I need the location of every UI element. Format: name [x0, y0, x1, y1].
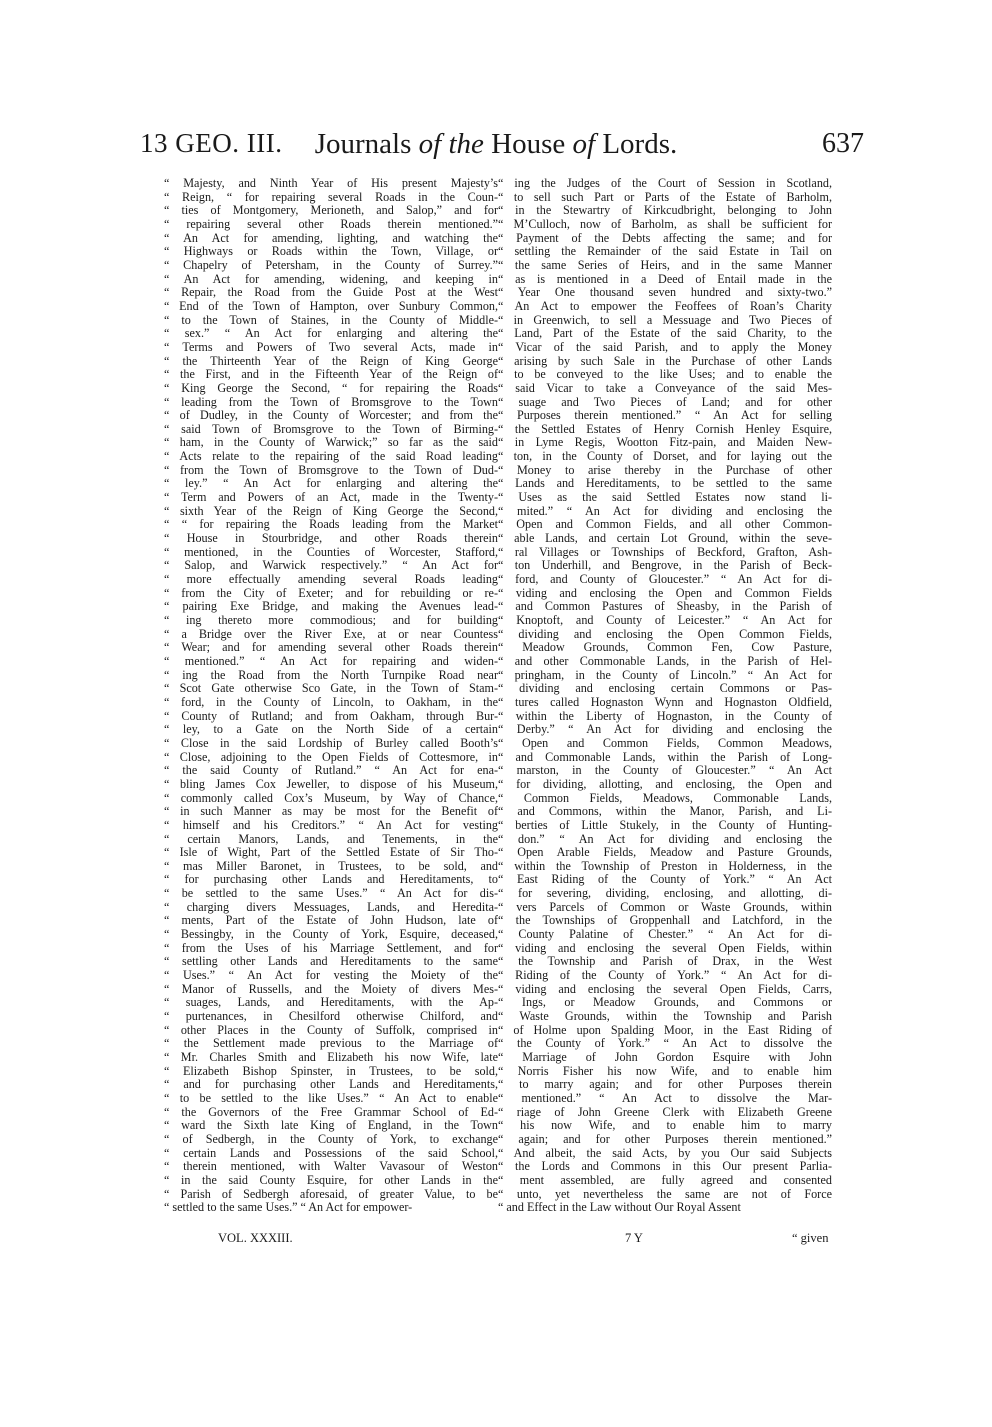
text-line: “ Open and Common Fields, and all other Common- [498, 518, 832, 532]
text-line: “ Waste Grounds, within the Township and Parish [498, 1010, 832, 1024]
text-line: “ dividing and enclosing the Open Common Fields, [498, 627, 832, 641]
text-line: “ arising by such Sale in the Purchase of other Lands [498, 354, 832, 368]
text-line: “ the said County of Rutland.” “ An Act for ena- [164, 764, 498, 778]
text-line: “ Uses.” “ An Act for vesting the Moiety of the [164, 969, 498, 983]
text-line: “ from the City of Exeter; and for rebuilding or re- [164, 586, 498, 600]
regnal-year: 13 GEO. III. [140, 128, 283, 158]
text-line: “ other Places in the County of Suffolk, comprised in [164, 1023, 498, 1037]
text-line: “ pringham, in the County of Lincoln.” “ An Act for [498, 668, 832, 682]
text-line: “ Chapelry of Petersham, in the County of Surrey.” [164, 258, 498, 272]
text-line: “ ing thereto more commodious; and for building [164, 614, 498, 627]
text-line: “ the First, and in the Fifteenth Year of the Reign of [164, 368, 498, 382]
text-line: “ Scot Gate otherwise Sco Gate, in the Town of Stam- [164, 682, 498, 696]
text-line: “ dividing and enclosing certain Commons or Pas- [498, 682, 832, 696]
text-line: “ within the Township of Preston in Holderness, in the [498, 859, 832, 873]
text-line: “ An Act to empower the Feoffees of Roan’s Charity [498, 299, 832, 313]
text-line: “ certain Manors, Lands, and Tenements, in the [164, 832, 498, 846]
text-line: “ Open and Common Fields, Common Meadows, [498, 736, 832, 750]
text-line: “ Meadow Grounds, Common Fen, Cow Pasture, [498, 641, 832, 655]
text-line: “ Close, adjoining to the Open Fields of Cottesmore, in [164, 750, 498, 764]
text-line: “ in Greenwich, to sell a Messuage and Two Pieces of [498, 313, 832, 327]
text-line: “ be settled to the same Uses.” “ An Act for dis- [164, 887, 498, 901]
catchword: “ given [792, 1231, 829, 1245]
text-line: “ Repair, the Road from the Guide Post at the West [164, 286, 498, 300]
text-line: “ said Vicar to take a Conveyance of the said Mes- [498, 381, 832, 395]
text-line: “ Acts relate to the repairing of the said Road leading [164, 450, 498, 464]
text-line: “ don.” “ An Act for dividing and enclosing the [498, 832, 832, 846]
text-line: “ Salop, and Warwick respectively.” “ An Act for [164, 559, 498, 573]
text-line: “ a Bridge over the River Exe, at or near Countess [164, 627, 498, 641]
text-line: “ settling other Lands and Hereditaments to the same [164, 955, 498, 969]
text-line: “ of Dudley, in the County of Worcester; and from the [164, 409, 498, 423]
text-line: “ ley.” “ An Act for enlarging and altering the [164, 477, 498, 491]
text-line: “ Purposes therein mentioned.” “ An Act for selling [498, 409, 832, 423]
text-line: “ ley, to a Gate on the North Side of a certain [164, 723, 498, 737]
text-line: “ again; and for other Purposes therein mentioned.” [498, 1132, 832, 1146]
text-line: “ Open Arable Fields, Meadow and Pasture Grounds, [498, 846, 832, 860]
text-line: “ ton, in the County of Dorset, and for laying out the [498, 450, 832, 464]
text-line: “ within the Liberty of Hognaston, in the County of [498, 709, 832, 723]
text-line: “ the Townships of Groppenhall and Latchford, in the [498, 914, 832, 928]
text-line: “ Ings, or Meadow Grounds, and Commons or [498, 996, 832, 1010]
text-line: “ An Act for amending, widening, and keeping in [164, 272, 498, 286]
text-line: “ certain Lands and Possessions of the said School, [164, 1146, 498, 1160]
text-line: “ vers Parcels of Common or Waste Grounds, within [498, 900, 832, 914]
text-line: “ the Lords and Commons in this Our present Parlia- [498, 1160, 832, 1174]
text-line: “ An Act for amending, lighting, and watching the [164, 231, 498, 245]
text-line: “ Payment of the Debts affecting the same; and for [498, 231, 832, 245]
text-line: “ of Sedbergh, in the County of York, to exchange [164, 1132, 498, 1146]
text-line: “ Reign, “ for repairing several Roads in the Coun- [164, 190, 498, 204]
text-line: “ mentioned.” “ An Act for repairing and widen- [164, 654, 498, 668]
text-line: “ ing the Judges of the Court of Session in Scotland, [498, 177, 832, 190]
page-footer [0, 1231, 992, 1247]
text-line: “ ford, in the County of Lincoln, to Oakham, in the [164, 695, 498, 709]
text-line: “ and Commons, within the Manor, Parish, and Li- [498, 805, 832, 819]
title-part: of the [418, 128, 484, 160]
text-line: “ commonly called Cox’s Museum, by Way of Chance, [164, 791, 498, 805]
page-number: 637 [822, 128, 864, 159]
text-line: “ ment assembled, are fully agreed and consented [498, 1173, 832, 1187]
text-line: “ King George the Second, “ for repairing the Roads [164, 381, 498, 395]
text-line: “ berties of Little Stukely, in the County of Hunting- [498, 818, 832, 832]
running-header [0, 128, 992, 176]
text-line: “ repairing several other Roads therein mentioned.” [164, 217, 498, 231]
title-part: Journals [314, 128, 419, 160]
text-line: “ viding and enclosing the Open and Common Fields [498, 586, 832, 600]
text-line: “ Lands and Hereditaments, to be settled to the same [498, 477, 832, 491]
text-line: “ Elizabeth Bishop Spinster, in Trustees, to be sold, [164, 1064, 498, 1078]
text-line: “ ton Underhill, and Bengrove, in the Parish of Beck- [498, 559, 832, 573]
text-line: “ ments, Part of the Estate of John Hudson, late of [164, 914, 498, 928]
text-line: “ purtenances, in Chesilford otherwise Chilford, and [164, 1010, 498, 1024]
volume-label: VOL. XXXIII. [218, 1231, 293, 1245]
text-line: “ in the said County Esquire, for other Lands in the [164, 1173, 498, 1187]
text-line: “ tures called Hognaston Wynn and Hognaston Oldfield, [498, 695, 832, 709]
text-line: “ Mr. Charles Smith and Elizabeth his now Wife, late [164, 1051, 498, 1064]
text-line: “ pairing Exe Bridge, and making the Avenues lead- [164, 600, 498, 614]
text-line: “ as is mentioned in a Deed of Entail made in the [498, 272, 832, 286]
text-line: “ Wear; and for amending several other Roads therein [164, 641, 498, 655]
text-line: “ Manor of Russells, and the Moiety of divers Mes- [164, 982, 498, 996]
text-line: “ settled to the same Uses.” “ An Act for empower- [164, 1201, 413, 1215]
text-line: “ the same Series of Heirs, and in the same Manner [498, 258, 832, 272]
text-line: “ ham, in the County of Warwick;” so far as the said [164, 436, 498, 450]
text-line: “ the County of York.” “ An Act to dissolve the [498, 1037, 832, 1051]
text-line: “ to marry again; and for other Purposes therein [498, 1078, 832, 1092]
text-line: “ ral Villages or Townships of Beckford, Grafton, Ash- [498, 545, 832, 559]
title-part: House [483, 128, 573, 160]
text-line: “ and Effect in the Law without Our Royal Assent [498, 1201, 741, 1215]
text-line: “ Derby.” “ An Act for dividing and enclosing the [498, 723, 832, 737]
text-line: “ in Lyme Regis, Wootton Fitz-pain, and Maiden New- [498, 436, 832, 450]
text-line: “ Year One thousand seven hundred and sixty-two.” [498, 286, 832, 300]
text-line: “ ward the Sixth late King of England, in the Town [164, 1119, 498, 1133]
text-line: “ the Township and Parish of Drax, in the West [498, 955, 832, 969]
text-line: “ said Town of Bromsgrove to the Town of Birming- [164, 422, 498, 436]
text-line: “ unto, yet nevertheless the same are not of Force [498, 1187, 832, 1201]
text-line: “ suages, Lands, and Hereditaments, with the Ap- [164, 996, 498, 1010]
text-line: “ M’Culloch, now of Barholm, as shall be sufficient for [498, 217, 832, 231]
text-line: “ Marriage of John Gordon Esquire with John [498, 1051, 832, 1064]
text-line: “ more effectually amending several Roads leading [164, 573, 498, 587]
text-line: “ mentioned.” “ An Act to dissolve the Mar- [498, 1091, 832, 1105]
text-line: “ Parish of Sedbergh aforesaid, of greater Value, to be [164, 1187, 498, 1201]
title-part: of [572, 128, 596, 160]
text-line: “ County of Rutland; and from Oakham, through Bur- [164, 709, 498, 723]
text-line: “ the Governors of the Free Grammar School of Ed- [164, 1105, 498, 1119]
text-line: “ in such Manner as may be most for the Benefit of [164, 805, 498, 819]
text-line: “ ford, and County of Gloucester.” “ An Act for di- [498, 573, 832, 587]
signature-mark: 7 Y [625, 1231, 643, 1245]
text-line: “ Knoptoft, and County of Leicester.” “ An Act for [498, 614, 832, 627]
left-column [164, 177, 498, 1215]
text-line: “ “ for repairing the Roads leading from the Market [164, 518, 498, 532]
text-line: “ Common Fields, Meadows, Commonable Lands, [498, 791, 832, 805]
text-line: “ in the Stewartry of Kirkcudbright, belonging to John [498, 204, 832, 218]
text-line: “ Money to arise thereby in the Purchase of other [498, 463, 832, 477]
text-line: “ and other Commonable Lands, in the Parish of Hel- [498, 654, 832, 668]
text-line: “ East Riding of the County of York.” “ An Act [498, 873, 832, 887]
text-line: “ from the Town of Bromsgrove to the Town of Dud- [164, 463, 498, 477]
text-line: “ Riding of the County of York.” “ An Act for di- [498, 969, 832, 983]
text-line: “ Bessingby, in the County of York, Esquire, deceased, [164, 928, 498, 942]
text-line: “ marston, in the County of Gloucester.” “ An Act [498, 764, 832, 778]
text-line: “ therein mentioned, with Walter Vavasour of Weston [164, 1160, 498, 1174]
text-line: “ for purchasing other Lands and Hereditaments, to [164, 873, 498, 887]
text-line: “ Uses as the said Settled Estates now stand li- [498, 491, 832, 505]
text-line: “ to be conveyed to the like Uses; and to enable the [498, 368, 832, 382]
text-line: “ to be settled to the like Uses.” “ An Act to enable [164, 1091, 498, 1105]
text-line: “ and Commonable Lands, within the Parish of Long- [498, 750, 832, 764]
text-line: “ able Lands, and certain Lot Ground, within the seve- [498, 532, 832, 546]
text-line: “ sixth Year of the Reign of King George the Second, [164, 504, 498, 518]
text-line: “ the Thirteenth Year of the Reign of King George [164, 354, 498, 368]
text-line: “ viding and enclosing the several Open Fields, within [498, 941, 832, 955]
text-line: “ ing the Road from the North Turnpike Road near [164, 668, 498, 682]
text-line: “ suage and Two Pieces of Land; and for other [498, 395, 832, 409]
text-line: “ mited.” “ An Act for dividing and enclosing the [498, 504, 832, 518]
text-line: “ leading from the Town of Bromsgrove to the Town [164, 395, 498, 409]
text-line: “ And albeit, the said Acts, by you Our said Subjects [498, 1146, 832, 1160]
text-line: “ House in Stourbridge, and other Roads therein [164, 532, 498, 546]
text-line: “ to sell such Part or Parts of the Estate of Barholm, [498, 190, 832, 204]
text-line: “ to the Town of Staines, in the County of Middle- [164, 313, 498, 327]
text-line: “ bling James Cox Jeweller, to dispose of his Museum, [164, 777, 498, 791]
text-line: “ End of the Town of Hampton, over Sunbury Common, [164, 299, 498, 313]
text-line: “ Highways or Roads within the Town, Village, or [164, 245, 498, 259]
text-line: “ the Settled Estates of Henry Cornish Henley Esquire, [498, 422, 832, 436]
text-line: “ Vicar of the said Parish, and to apply the Money [498, 340, 832, 354]
text-line: “ and Common Pastures of Sheasby, in the Parish of [498, 600, 832, 614]
text-line: “ Majesty, and Ninth Year of His present Majesty’s [164, 177, 498, 190]
text-line: “ Terms and Powers of Two several Acts, made in [164, 340, 498, 354]
text-line: “ of Holme upon Spalding Moor, in the East Riding of [498, 1023, 832, 1037]
text-line: “ Close in the said Lordship of Burley called Booth’s [164, 736, 498, 750]
text-line: “ mentioned, in the Counties of Worcester, Stafford, [164, 545, 498, 559]
text-line: “ Land, Part of the Estate of the said Charity, to the [498, 327, 832, 341]
text-line: “ from the Uses of his Marriage Settlement, and for [164, 941, 498, 955]
text-line: “ the Settlement made previous to the Marriage of [164, 1037, 498, 1051]
text-line: “ for severing, dividing, enclosing, and allotting, di- [498, 887, 832, 901]
text-line: “ mas Miller Baronet, in Trustees, to be sold, and [164, 859, 498, 873]
text-line: “ his now Wife, and to enable him to marry [498, 1119, 832, 1133]
text-line: “ riage of John Greene Clerk with Elizabeth Greene [498, 1105, 832, 1119]
text-line: “ ties of Montgomery, Merioneth, and Salop,” and for [164, 204, 498, 218]
text-line: “ Norris Fisher his now Wife, and to enable him [498, 1064, 832, 1078]
text-line: “ settling the Remainder of the said Estate in Tail on [498, 245, 832, 259]
text-line: “ sex.” “ An Act for enlarging and altering the [164, 327, 498, 341]
text-line: “ himself and his Creditors.” “ An Act for vesting [164, 818, 498, 832]
title-part: Lords. [595, 128, 678, 160]
text-line: “ Term and Powers of an Act, made in the Twenty- [164, 491, 498, 505]
text-line: “ Isle of Wight, Part of the Settled Estate of Sir Tho- [164, 846, 498, 860]
text-line: “ charging divers Messuages, Lands, and Heredita- [164, 900, 498, 914]
text-line: “ and for purchasing other Lands and Hereditaments, [164, 1078, 498, 1092]
text-line: “ for dividing, allotting, and enclosing, the Open and [498, 777, 832, 791]
right-column [498, 177, 832, 1215]
text-line: “ County Palatine of Chester.” “ An Act for di- [498, 928, 832, 942]
text-line: “ viding and enclosing the several Open Fields, Carrs, [498, 982, 832, 996]
